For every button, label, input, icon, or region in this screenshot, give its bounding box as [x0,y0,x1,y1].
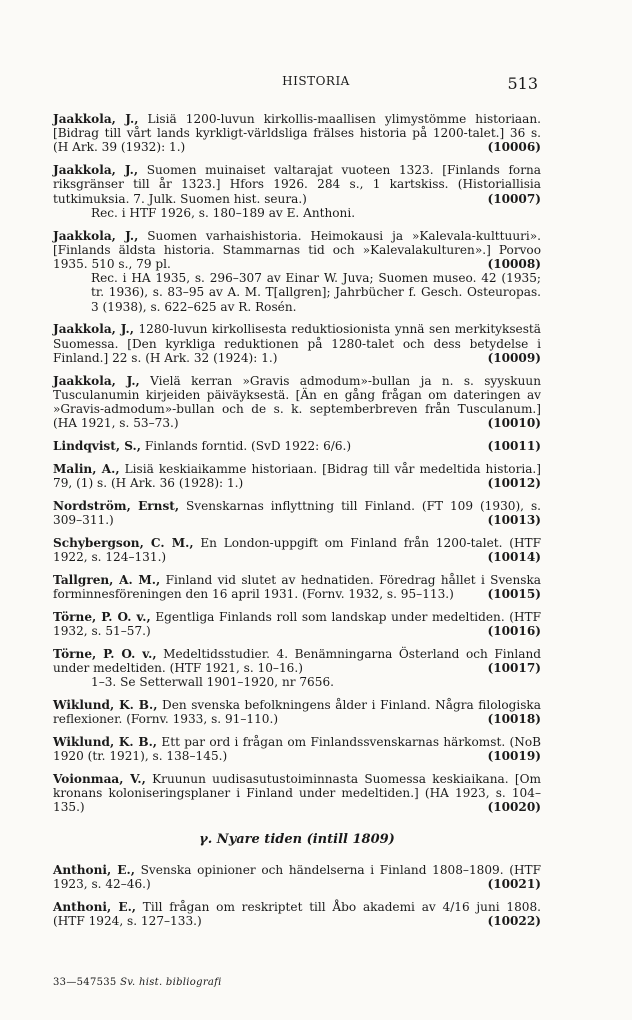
entry-main [53,499,541,527]
entry-author: Voionmaa, V., [53,772,146,787]
entry-text: Finland vid slutet av hednatiden. Föredrag hållet i Svenska forminnesföreningen den 16 april 1931. (Fornv. 1932, s. 95–113.) [53,572,541,602]
running-title: HISTORIA [282,74,350,88]
entry-author: Wiklund, K. B., [53,698,158,713]
entry-number: (10022) [487,914,541,929]
entry-number: (10016) [487,624,541,639]
bibliography-entry [53,698,541,726]
entry-main [53,462,541,490]
bibliography-entry [53,863,541,891]
entry-author: Lindqvist, S., [53,439,141,454]
bibliography-entry [53,462,541,490]
entry-author: Jaakkola, J., [53,228,139,243]
entries-modern [53,863,541,928]
entry-main [53,735,541,763]
bibliography-entry [53,610,541,638]
entry-main [53,322,541,365]
bibliography-entry [53,163,541,220]
entry-main [53,536,541,564]
entry-main [53,863,541,891]
entry-number: (10015) [487,587,541,602]
bibliography-entry [53,647,541,690]
entry-text: Suomen muinaiset valtarajat vuoteen 1323. [Finlands forna riksgränser till år 1323.] Hfors 1926. 284 s., 1 kartskiss. (Historiallisia tutkimuksia. 7. Julk. Suomen hist. seura.) [53,163,541,206]
entry-text: Vielä kerran »Gravis admodum»-bullan ja n. s. syyskuun Tusculanumin kirjeiden päiväyksestä. [Än en gång frågan om dateringen av »Gravis-admodum»-bullan och de s. k. septemberbreven från Tusculanum.] (HA 1921, s. 53–73.) [53,373,542,431]
page-footer [53,977,222,988]
entry-author: Malin, A., [53,461,120,476]
entry-text: Finlands forntid. (SvD 1922: 6/6.) [140,439,352,454]
entry-main [53,229,541,272]
entry-number: (10011) [487,439,541,454]
entry-text: En London-uppgift om Finland från 1200-talet. (HTF 1922, s. 124–131.) [53,535,541,565]
entry-text: Till frågan om reskriptet till Åbo akademi av 4/16 juni 1808. (HTF 1924, s. 127–133.) [53,899,542,929]
entry-text: Ett par ord i frågan om Finlandssvenskarnas härkomst. (NoB 1920 (tr. 1921), s. 138–145.) [53,735,541,764]
entry-number: (10008) [487,257,541,272]
entry-text: Svenskarnas inflyttning till Finland. (FT 109 (1930), s. 309–311.) [53,498,541,528]
bibliography-entry [53,735,541,763]
entry-text: Kruunun uudisasutustoiminnasta Suomessa keskiaikana. [Om kronans koloniseringsplaner i Finland under medeltiden.] (HA 1923, s. 104–135.) [53,772,541,815]
entry-author: Schybergson, C. M., [53,535,194,550]
entry-main [53,573,541,601]
entry-review-note: 1–3. Se Setterwall 1901–1920, nr 7656. [91,675,334,690]
entry-author: Törne, P. O. v., [53,609,151,624]
entry-number: (10018) [487,712,541,727]
entry-review-note: Rec. i HA 1935, s. 296–307 av Einar W. Juva; Suomen museo. 42 (1935; tr. 1936), s. 83–95 av A. M. T[allgren]; Jahrbücher f. Gesch. Osteuropas. 3 (1938), s. 622–625 av R. Rosén. [91,271,541,314]
entry-text: Lisiä keskiaikamme historiaan. [Bidrag till vår medeltida historia.] 79, (1) s. (H Ark. 36 (1928): 1.) [53,461,541,491]
entry-author: Anthoni, E., [53,862,135,877]
entry-text: Lisiä 1200-luvun kirkollis-maallisen ylimystömme historiaan. [Bidrag till vårt lands kyrkligt-världsliga frälses historia på 1200-talet.] 36 s. (H Ark. 39 (1932): 1.) [53,112,541,155]
entry-main [53,900,541,928]
bibliography-entry [53,573,541,601]
bibliography-entry [53,499,541,527]
series-title: Sv. hist. bibliografi [120,977,222,988]
entry-main [53,374,541,431]
page-number: 513 [507,74,538,93]
bibliography-entry [53,112,541,155]
entry-text: Den svenska befolkningens ålder i Finland. Några filologiska reflexioner. (Fornv. 1933, s. 91–110.) [53,698,541,727]
entry-number: (10006) [487,140,541,155]
entry-number: (10010) [487,416,541,431]
entry-author: Jaakkola, J., [53,112,139,126]
entry-number: (10020) [487,800,541,815]
entry-author: Anthoni, E., [53,899,136,914]
entry-main [53,610,541,638]
entry-number: (10013) [487,513,541,528]
bibliography-entry [53,772,541,815]
entry-author: Jaakkola, J., [53,322,134,337]
entry-number: (10021) [487,877,541,892]
bibliography-entry [53,439,541,453]
entry-number: (10014) [487,550,541,565]
entry-author: Tallgren, A. M., [53,572,161,587]
entry-author: Törne, P. O. v., [53,646,157,661]
entry-author: Jaakkola, J., [53,373,140,388]
entries-medieval [53,112,541,815]
bibliography-entry [53,322,541,365]
entry-main [53,772,541,815]
entry-number: (10007) [487,191,541,206]
section-heading: γ. Nyare tiden (intill 1809) [199,831,395,847]
entry-text: Svenska opinioner och händelserna i Finland 1808–1809. (HTF 1923, s. 42–46.) [53,862,541,892]
entry-main [53,439,541,453]
bibliography-entry [53,900,541,928]
entry-number: (10019) [487,749,541,764]
entry-number: (10009) [487,350,541,365]
entry-number: (10012) [487,476,541,491]
entry-text: Medeltidsstudier. 4. Benämningarna Österland och Finland under medeltiden. (HTF 1921, s. 10–16.) [53,646,541,676]
page-header [0,74,632,94]
entry-text: 1280-luvun kirkollisesta reduktiosionista ynnä sen merkityksestä Suomessa. [Den kyrkliga reduktionen på 1280-talet och dess betydelse i Finland.] 22 s. (H Ark. 32 (1924): 1.) [53,322,541,365]
bibliography-entry [53,536,541,564]
printer-signature: 33—547535 [53,977,117,988]
bibliography-list [53,112,541,937]
entry-review-note: Rec. i HTF 1926, s. 180–189 av E. Anthoni. [91,205,356,220]
entry-main [53,698,541,726]
entry-author: Wiklund, K. B., [53,735,158,750]
entry-author: Jaakkola, J., [53,163,139,178]
entry-main [53,112,541,155]
bibliography-entry [53,374,541,431]
entry-main [53,647,541,675]
entry-number: (10017) [487,661,541,676]
entry-main [53,163,541,206]
entry-text: Egentliga Finlands roll som landskap under medeltiden. (HTF 1932, s. 51–57.) [53,609,541,639]
entry-author: Nordström, Ernst, [53,498,180,513]
bibliography-entry [53,229,541,314]
entry-text: Suomen varhaishistoria. Heimokausi ja »Kalevala-kulttuuri». [Finlands äldsta historia. Stammarnas tid och »Kalevalakulturen».] Porvoo 1935. 510 s., 79 pl. [53,228,541,272]
